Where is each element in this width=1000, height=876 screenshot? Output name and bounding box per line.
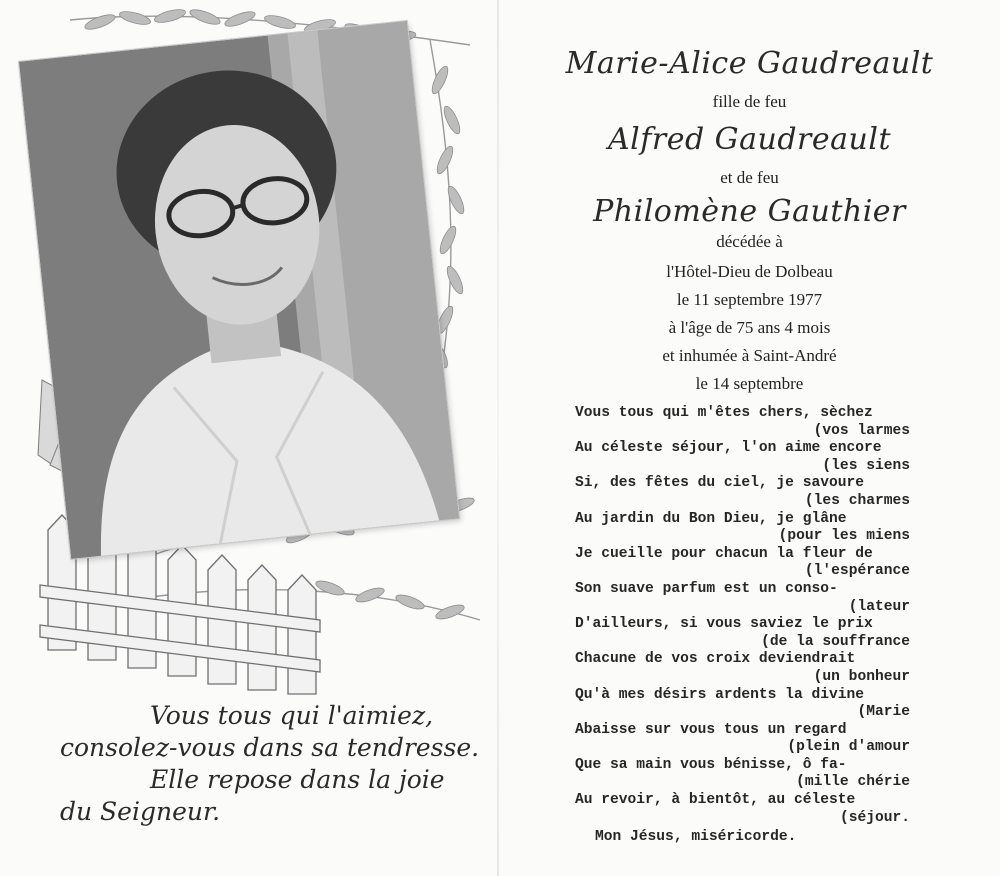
- closing-prayer: Mon Jésus, miséricorde.: [595, 829, 797, 846]
- poem-line: Vous tous qui m'êtes chers, sèchez: [575, 405, 873, 421]
- poem-line: D'ailleurs, si vous saviez le prix: [575, 616, 873, 633]
- poem-line-continuation: (un bonheur: [813, 668, 910, 685]
- poem-line: Que sa main vous bénisse, ô fa-: [575, 756, 847, 773]
- left-verse-line: Vous tous qui l'aimiez,: [150, 701, 434, 730]
- left-verse-line: du Seigneur.: [60, 797, 221, 826]
- poem-line-continuation: (vos larmes: [813, 422, 910, 439]
- left-verse-line: Elle repose dans la joie: [150, 765, 445, 794]
- left-verse: [50, 700, 490, 828]
- poem-line-continuation: (plein d'amour: [787, 739, 910, 756]
- age-line: à l'âge de 75 ans 4 mois: [668, 318, 831, 337]
- poem-line: Son suave parfum est un conso-: [575, 580, 838, 597]
- poem-line-continuation: (Marie: [857, 704, 910, 721]
- poem-line-continuation: (l'espérance: [804, 563, 910, 580]
- left-panel: [0, 0, 497, 876]
- mother-name: Philomène Gauthier: [593, 194, 906, 229]
- poem-line: Au céleste séjour, l'on aime encore: [575, 440, 882, 457]
- memorial-poem: [575, 405, 910, 847]
- poem-line: Je cueille pour chacun la fleur de: [575, 545, 873, 562]
- portrait-photo: [19, 21, 459, 559]
- poem-line-continuation: (séjour.: [839, 809, 910, 826]
- death-date: le 11 septembre 1977: [676, 290, 823, 309]
- burial-date: le 14 septembre: [695, 374, 804, 393]
- poem-line-continuation: (les siens: [822, 457, 910, 474]
- poem-line-continuation: (mille chérie: [796, 774, 910, 791]
- burial-line: et inhumée à Saint-André: [662, 346, 837, 365]
- and-of-line: et de feu: [720, 168, 779, 187]
- left-verse-line: consolez-vous dans sa tendresse.: [60, 733, 480, 762]
- poem-line: Abaisse sur vous tous un regard: [575, 721, 847, 738]
- poem-line-continuation: (lateur: [848, 598, 910, 615]
- poem-line: Chacune de vos croix deviendrait: [575, 651, 856, 668]
- portrait-image: [19, 21, 459, 559]
- poem-line-continuation: (les charmes: [804, 492, 910, 509]
- poem-line: Au jardin du Bon Dieu, je glâne: [575, 510, 847, 527]
- poem-line-continuation: (pour les miens: [778, 528, 910, 545]
- poem-line: Au revoir, à bientôt, au céleste: [575, 792, 856, 809]
- poem-line: Si, des fêtes du ciel, je savoure: [575, 475, 865, 492]
- deceased-name: Marie-Alice Gaudreault: [565, 46, 934, 81]
- poem-line-continuation: (de la souffrance: [761, 633, 910, 650]
- poem-line: Qu'à mes désirs ardents la divine: [575, 686, 865, 703]
- daughter-of-line: fille de feu: [712, 92, 787, 111]
- died-at-line: décédée à: [716, 232, 783, 251]
- right-panel: [499, 0, 1000, 876]
- place-of-death: l'Hôtel-Dieu de Dolbeau: [666, 262, 833, 281]
- father-name: Alfred Gaudreault: [607, 122, 892, 157]
